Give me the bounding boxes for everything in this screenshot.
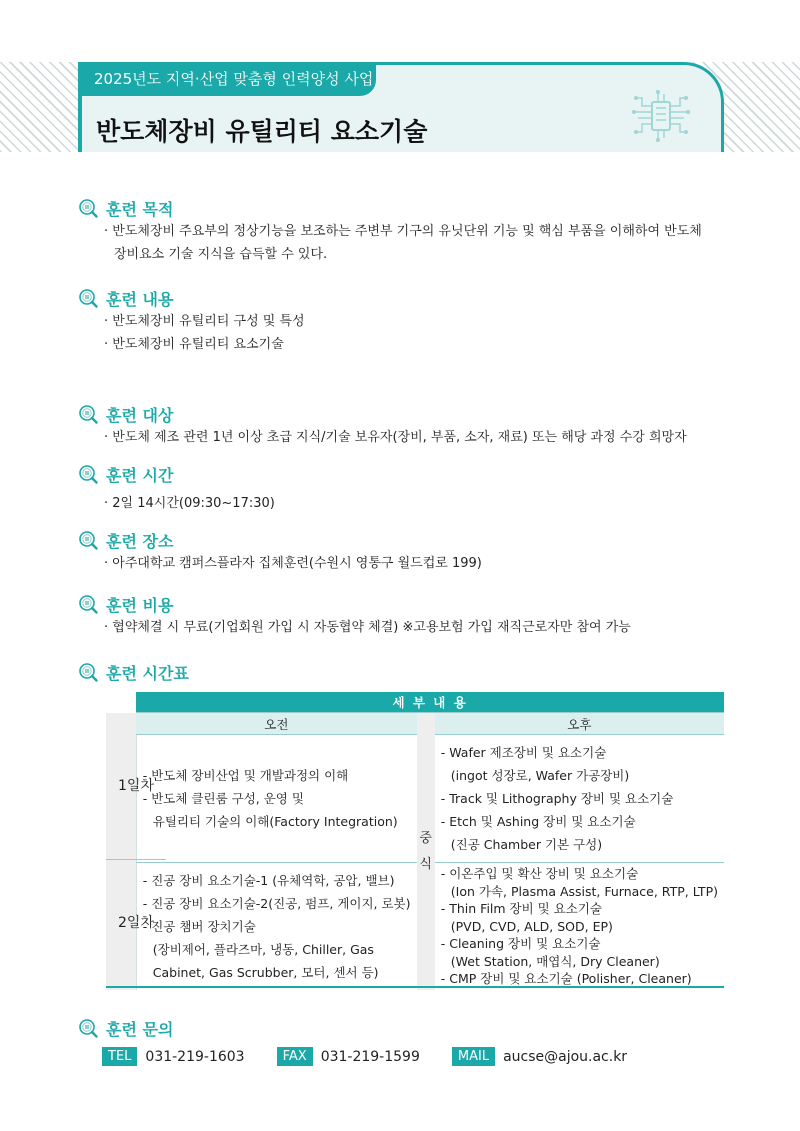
am-header: 오전 [136, 713, 416, 735]
day1-pm-cell [435, 735, 724, 863]
timetable [106, 692, 724, 990]
pm-line: (ingot 성장로, Wafer 가공장비) [450, 768, 630, 783]
am-line: - 진공 챔버 장치기술 [142, 919, 256, 934]
lunch-break-cell [417, 713, 435, 991]
am-line: - 반도체 클린룸 구성, 운영 및 [142, 791, 304, 806]
section-title: 훈련 목적 [106, 199, 174, 219]
section-title: 훈련 문의 [106, 1019, 174, 1039]
section-title: 훈련 내용 [106, 289, 174, 309]
pm-line: (진공 Chamber 기본 구성) [450, 837, 603, 852]
section-inquiry [78, 1016, 173, 1040]
fax-tag: FAX [277, 1047, 313, 1066]
pm-line: - Wafer 제조장비 및 요소기술 [440, 745, 607, 760]
email-address[interactable]: aucse@ajou.ac.kr [503, 1048, 628, 1065]
section-title: 훈련 장소 [106, 531, 174, 551]
magnifier-chip-icon [78, 464, 98, 484]
pm-line: - Thin Film 장비 및 요소기술 [440, 901, 603, 917]
program-subtitle: 2025년도 지역·산업 맞춤형 인력양성 사업 [82, 62, 376, 96]
am-line: - 진공 장비 요소기술-2(진공, 펌프, 게이지, 로봇) [142, 896, 411, 911]
section-text: · 아주대학교 캠퍼스플라자 집체훈련(수원시 영통구 월드컵로 199) [104, 556, 482, 571]
section-target [78, 402, 687, 449]
timetable-corner [106, 692, 136, 713]
magnifier-chip-icon [78, 530, 98, 550]
tel-tag: TEL [102, 1047, 137, 1066]
section-text: · 협약체결 시 무료(기업회원 가입 시 자동협약 체결) ※고용보험 가입 재직근로자만 참여 가능 [104, 620, 631, 635]
pm-line: - Etch 및 Ashing 장비 및 요소기술 [440, 814, 636, 829]
section-cost [78, 592, 631, 639]
break-char: 중 [419, 830, 432, 846]
section-title: 훈련 대상 [106, 405, 174, 425]
mail-tag: MAIL [452, 1047, 495, 1066]
am-line: 유틸리티 기술의 이해(Factory Integration) [152, 814, 398, 829]
fax-number: 031-219-1599 [320, 1048, 420, 1065]
am-line: - 진공 장비 요소기술-1 (유체역학, 공압, 밸브) [142, 873, 395, 888]
timetable-header: 세 부 내 용 [136, 692, 724, 713]
section-time [78, 462, 275, 515]
section-text: · 반도체장비 유틸리티 요소기술 [104, 337, 284, 352]
pm-line: - CMP 장비 및 요소기술 (Polisher, Cleaner) [440, 971, 692, 987]
pm-line: (Ion 가속, Plasma Assist, Furnace, RTP, LTP) [450, 883, 718, 899]
pm-line: - 이온주입 및 확산 장비 및 요소기술 [440, 866, 639, 882]
timetable-bottom-rule [106, 986, 724, 988]
pm-line: (Wet Station, 매엽식, Dry Cleaner) [450, 953, 660, 969]
am-line: Cabinet, Gas Scrubber, 모터, 센서 등) [152, 965, 379, 980]
circuit-chip-icon [630, 88, 692, 144]
am-line: - 반도체 장비산업 및 개발과정의 이해 [142, 768, 349, 783]
section-text: · 반도체장비 주요부의 정상기능을 보조하는 주변부 기구의 유닛단위 기능 및 핵심 부품을 이해하여 반도체 [104, 224, 702, 239]
section-text: · 반도체장비 유틸리티 구성 및 특성 [104, 314, 305, 329]
magnifier-chip-icon [78, 288, 98, 308]
section-content [78, 286, 305, 356]
day2-pm-cell [435, 863, 724, 991]
magnifier-chip-icon [78, 1018, 98, 1038]
magnifier-chip-icon [78, 404, 98, 424]
section-place [78, 528, 482, 575]
page-title: 반도체장비 유틸리티 요소기술 [96, 117, 428, 146]
day-label-2: 2일차 [118, 915, 154, 931]
magnifier-chip-icon [78, 198, 98, 218]
section-title: 훈련 시간 [106, 465, 174, 485]
section-title: 훈련 시간표 [106, 663, 189, 683]
section-purpose [78, 196, 702, 266]
tel-number[interactable]: 031-219-1603 [145, 1048, 245, 1065]
day-label-1: 1일차 [118, 778, 154, 794]
day-divider [106, 859, 166, 860]
pm-line: (PVD, CVD, ALD, SOD, EP) [450, 918, 613, 934]
pm-header: 오후 [435, 713, 724, 735]
day-column-spacer [106, 713, 136, 991]
section-text: · 반도체 제조 관련 1년 이상 초급 지식/기술 보유자(장비, 부품, 소자, 재료) 또는 해당 과정 수강 희망자 [104, 430, 687, 445]
day1-am-cell [136, 735, 416, 863]
am-line: (장비제어, 플라즈마, 냉동, Chiller, Gas [152, 942, 374, 957]
section-text: 장비요소 기술 지식을 습득할 수 있다. [114, 247, 328, 262]
section-schedule [78, 660, 189, 684]
pm-line: - Cleaning 장비 및 요소기술 [440, 936, 601, 952]
contact-row [102, 1047, 659, 1066]
break-char: 식 [419, 856, 432, 872]
section-text: · 2일 14시간(09:30~17:30) [104, 496, 275, 511]
magnifier-chip-icon [78, 662, 98, 682]
magnifier-chip-icon [78, 594, 98, 614]
pm-line: - Track 및 Lithography 장비 및 요소기술 [440, 791, 674, 806]
day2-am-cell [136, 863, 416, 991]
section-title: 훈련 비용 [106, 595, 174, 615]
